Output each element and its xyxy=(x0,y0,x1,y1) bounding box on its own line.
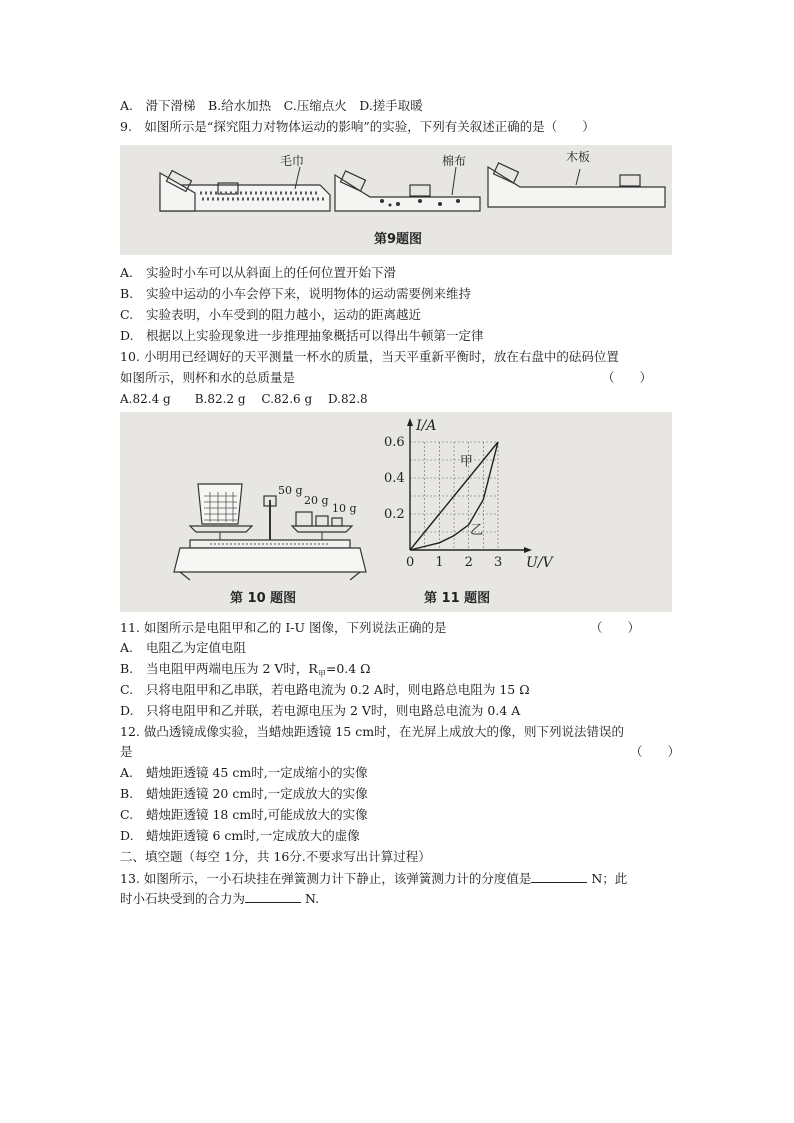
q12-option-C: 蜡烛距透镜 18 cm时,可能成放大的实像 xyxy=(146,807,368,822)
q11-option-C-label: C. xyxy=(120,682,134,697)
q10-stem-2: 如图所示，则杯和水的总质量是 xyxy=(120,370,296,385)
q11-option-A: 电阻乙为定值电阻 xyxy=(146,640,247,655)
y-tick-label: 0.2 xyxy=(384,507,405,522)
q13-line-1-post: N；此 xyxy=(587,871,628,886)
q10-q11-figure xyxy=(120,412,672,612)
caption-q10: 第 10 题图 xyxy=(230,591,297,606)
label-board: 木板 xyxy=(566,150,591,164)
q9-option-B: 实验中运动的小车会停下来，说明物体的运动需要例来维持 xyxy=(146,286,472,301)
q11-stem: 11. 如图所示是电阻甲和乙的 I-U 图像，下列说法正确的是 xyxy=(120,620,447,635)
q12-option-A: 蜡烛距透镜 45 cm时,一定成缩小的实像 xyxy=(146,765,368,780)
q11-option-B-label: B. xyxy=(120,661,134,676)
q11-option-C: 只将电阻甲和乙串联，若电路电流为 0.2 A时，则电路总电阻为 15 Ω xyxy=(146,682,530,697)
iu-chart xyxy=(384,412,642,612)
q13-line-2 xyxy=(120,890,319,907)
section-2-heading: 二、填空题（每空 1分，共 16分.不要求写出计算过程） xyxy=(120,849,431,864)
y-axis-arrow xyxy=(407,418,413,426)
q9-option-C-label: C. xyxy=(120,307,134,322)
series-label: 乙 xyxy=(470,522,484,538)
caption-q9: 第9题图 xyxy=(374,232,423,247)
q9-option-A-label: A. xyxy=(120,265,134,280)
q11-option-B-pre: 当电阻甲两端电压为 2 V时，R xyxy=(146,661,318,676)
q11-option-B xyxy=(146,661,371,683)
q8-options: A. 滑下滑梯 B.给水加热 C.压缩点火 D.搓手取暖 xyxy=(120,98,423,113)
label-cotton: 棉布 xyxy=(442,154,467,168)
q13-line-1 xyxy=(120,870,627,887)
q11-answer-paren: （ ） xyxy=(590,620,641,635)
q11-option-B-post: =0.4 Ω xyxy=(325,661,371,676)
y-tick-label: 0.6 xyxy=(384,435,405,450)
q11-option-A-label: A. xyxy=(120,640,134,655)
x-tick-label: 3 xyxy=(494,555,503,570)
x-tick-label: 1 xyxy=(435,555,444,570)
q11-option-B-sub: 甲 xyxy=(317,669,326,679)
q9-option-A: 实验时小车可以从斜面上的任何位置开始下滑 xyxy=(146,265,397,280)
x-tick-label: 2 xyxy=(464,555,473,570)
q9-option-C: 实验表明，小车受到的阻力越小，运动的距离越近 xyxy=(146,307,422,322)
q12-answer-paren: （ ） xyxy=(630,744,681,759)
x-axis-label: U/V xyxy=(526,555,553,571)
q10-options: A.82.4 g B.82.2 g C.82.6 g D.82.8 xyxy=(120,392,368,406)
q13-line-2-pre: 时小石块受到的合力为 xyxy=(120,891,246,906)
q12-stem-1: 12. 做凸透镜成像实验，当蜡烛距透镜 15 cm时，在光屏上成放大的像，则下列说法错误的 xyxy=(120,724,625,739)
weight-10g: 10 g xyxy=(332,502,357,515)
q9-option-B-label: B. xyxy=(120,286,134,301)
series-label: 甲 xyxy=(459,454,473,470)
q12-option-D-label: D. xyxy=(120,828,134,843)
q9-option-D-label: D. xyxy=(120,328,134,343)
q12-option-C-label: C. xyxy=(120,807,134,822)
q12-option-A-label: A. xyxy=(120,765,134,780)
q13-line-1-pre: 13. 如图所示，一小石块挂在弹簧测力计下静止，该弹簧测力计的分度值是 xyxy=(120,871,532,886)
x-axis-arrow xyxy=(524,547,532,553)
q12-option-B: 蜡烛距透镜 20 cm时,一定成放大的实像 xyxy=(146,786,368,801)
chart-title: 第 11 题图 xyxy=(424,591,491,606)
q10-stem-1: 10. 小明用已经调好的天平测量一杯水的质量，当天平重新平衡时，放在右盘中的砝码位置 xyxy=(120,349,619,364)
weight-50g: 50 g xyxy=(278,484,303,497)
q13-blank-2[interactable] xyxy=(245,890,301,903)
y-axis-label: I/A xyxy=(416,418,437,434)
q9-option-D: 根据以上实验现象进一步推理抽象概括可以得出牛顿第一定律 xyxy=(146,328,484,343)
q9-ramp-illustration xyxy=(120,145,672,255)
q10-answer-paren: （ ） xyxy=(602,370,653,385)
y-tick-label: 0.4 xyxy=(384,471,405,486)
q9-figure xyxy=(120,145,672,255)
balance-illustration xyxy=(120,412,420,612)
q12-option-D: 蜡烛距透镜 6 cm时,一定成放大的虚像 xyxy=(146,828,360,843)
q12-stem-2: 是 xyxy=(120,744,133,759)
x-tick-label: 0 xyxy=(406,555,415,570)
q11-option-D: 只将电阻甲和乙并联，若电源电压为 2 V时，则电路总电流为 0.4 A xyxy=(146,703,521,718)
weight-20g: 20 g xyxy=(304,494,329,507)
q9-stem: 9. 如图所示是“探究阻力对物体运动的影响”的实验，下列有关叙述正确的是（ ） xyxy=(120,119,595,134)
q12-option-B-label: B. xyxy=(120,786,134,801)
q13-line-2-post: N. xyxy=(301,891,320,906)
q11-option-D-label: D. xyxy=(120,703,134,718)
label-towel: 毛巾 xyxy=(280,154,305,168)
q13-blank-1[interactable] xyxy=(531,870,587,883)
